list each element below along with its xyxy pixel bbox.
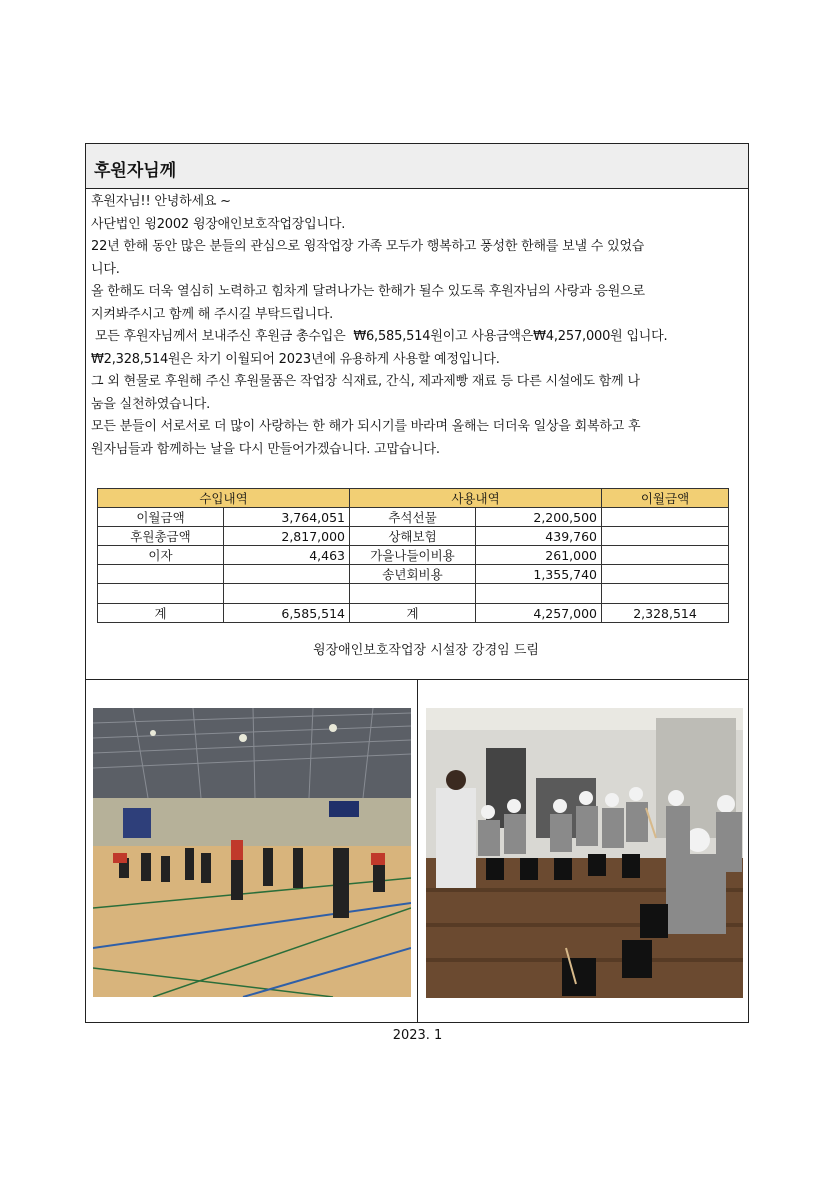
table-cell (602, 584, 729, 604)
letter-line: 지켜봐주시고 함께 해 주시길 부탁드립니다. (91, 306, 334, 322)
table-row (98, 565, 729, 584)
summary-table (97, 488, 729, 623)
table-cell (98, 565, 224, 584)
gym-exercise-photo (93, 708, 411, 997)
letter-line: 모든 분들이 서로서로 더 많이 사랑하는 한 해가 되시기를 바라며 올해는 더더욱 일상을 회복하고 후 (91, 419, 641, 434)
table-cell (98, 584, 224, 604)
table-cell (602, 546, 729, 565)
table-cell (602, 565, 729, 584)
letter-frame (85, 143, 749, 1023)
signature: 윙장애인보호작업장 시설장 강경임 드림 (313, 643, 539, 658)
table-row (98, 508, 729, 527)
table-row (98, 546, 729, 565)
table-header-row (98, 489, 729, 508)
letter-body (91, 191, 746, 461)
letter-line: 사단법인 윙2002 윙장애인보호작업장입니다. (91, 216, 346, 232)
table-cell (224, 584, 350, 604)
table-cell: 가을나들이비용 (350, 546, 476, 565)
letter-line: 올 한해도 더욱 열심히 노력하고 힘차게 달려나가는 한해가 될수 있도록 후원자님의 사랑과 응원으로 (91, 284, 645, 299)
table-cell: 계 (98, 604, 224, 623)
table-cell: 3,764,051 (224, 508, 350, 527)
expense-header: 사용내역 (350, 489, 602, 508)
table-cell (602, 508, 729, 527)
table-cell (350, 584, 476, 604)
letter-line: 후원자님!! 안녕하세요 ~ (91, 194, 231, 209)
carryover-header: 이월금액 (602, 489, 729, 508)
table-cell: 추석선물 (350, 508, 476, 527)
table-cell (476, 584, 602, 604)
table-cell: 4,257,000 (476, 604, 602, 623)
footer-date: 2023. 1 (392, 1028, 443, 1043)
letter-line: 원자님들과 함께하는 날을 다시 만들어가겠습니다. 고맙습니다. (91, 441, 440, 457)
letter-line: 그 외 현물로 후원해 주신 후원물품은 작업장 식재료, 간식, 제과제빵 재료 등 다른 시설에도 함께 나 (91, 374, 640, 389)
photo-row (86, 679, 748, 1022)
table-cell: 2,328,514 (602, 604, 729, 623)
table-cell: 2,200,500 (476, 508, 602, 527)
letter-line: 니다. (91, 261, 120, 277)
table-cell: 후원총금액 (98, 527, 224, 546)
table-cell: 계 (350, 604, 476, 623)
table-row (98, 527, 729, 546)
table-cell: 이월금액 (98, 508, 224, 527)
table-cell: 261,000 (476, 546, 602, 565)
income-header: 수입내역 (98, 489, 350, 508)
letter-line: ₩2,328,514원은 차기 이월되어 2023년에 유용하게 사용할 예정입니다. (91, 351, 500, 367)
table-cell (602, 527, 729, 546)
letter-line: 눔을 실천하였습니다. (91, 396, 211, 412)
table-cell: 이자 (98, 546, 224, 565)
photo-divider (417, 680, 418, 1022)
table-cell: 6,585,514 (224, 604, 350, 623)
letter-line: 22년 한해 동안 많은 분들의 관심으로 윙작업장 가족 모두가 행복하고 풍성한 한해를 보낼 수 있었습 (91, 239, 645, 254)
table-cell: 439,760 (476, 527, 602, 546)
table-cell: 4,463 (224, 546, 350, 565)
table-total-row (98, 604, 729, 623)
letter-line: 모든 후원자님께서 보내주신 후원금 총수입은 ₩6,585,514원이고 사용금액은₩4,257,000원 입니다. (91, 329, 668, 344)
table-cell (224, 565, 350, 584)
letter-title: 후원자님께 (94, 161, 177, 181)
table-row (98, 584, 729, 604)
table-cell: 송년회비용 (350, 565, 476, 584)
table-cell: 1,355,740 (476, 565, 602, 584)
table-cell: 상해보험 (350, 527, 476, 546)
drum-activity-photo (426, 708, 743, 998)
table-cell: 2,817,000 (224, 527, 350, 546)
title-bar (86, 144, 748, 189)
